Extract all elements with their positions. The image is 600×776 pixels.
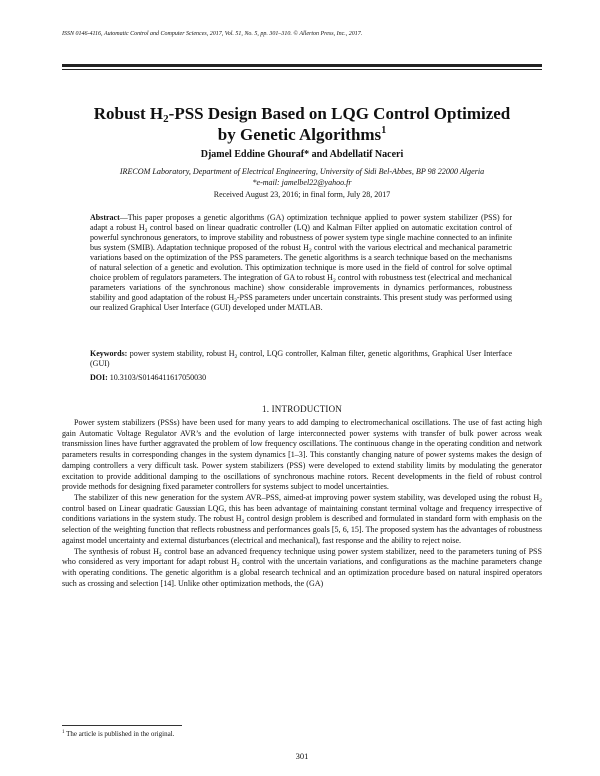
authors: Djamel Eddine Ghouraf* and Abdellatif Naceri — [200, 149, 404, 160]
abstract-label: Abstract — [90, 213, 120, 222]
doi-label: DOI: — [90, 373, 108, 382]
paragraph: The stabilizer of this new generation for the system AVR–PSS, aimed-at improving power system stability, was developed using the robust $H_2$ control based on Linear quadratic Gaussian LQG, this has been advantage of maintaining constant terminal voltage and frequency irrespective of conditions variations in the system study. The robust $H_2$ control design problem is described and formulated in standard form with emphasis on the selection of the weighting function that reflects robustness and performances goals [5, 6, 15]. The proposed system has the advantages of robustness against model uncertainty and external disturbances (electrical and mechanical), fast response and the ability to reject noise. — [62, 493, 542, 545]
received-dates: Received August 23, 2016; in final form, July 28, 2017 — [213, 190, 391, 199]
footnote-rule — [62, 725, 182, 726]
abstract: Abstract—This paper proposes a genetic algorithms (GA) optimization technique applied to power system stabilizer (PSS) for adapt a robust $H_2$ control based on linear quadratic controller (LQ) and Kalman Filter applied on automatic excitation control of powerful synchronous generators, to improve stability and robustness of power system type single machine connected to an infinite bus system (SMIB). Adaptation technique proposed of the robust $H_2$ control with the various electrical and mechanical parametric variations based on the optimization of the PSS parameters. The genetic algorithms is a search technique based on the mechanisms of natural selection of a genetic and evolution. This optimization technique is more used in the field of control for solve optimal choice problem of regulators parameters. The integration of GA to robust $H_2$ control with robustness test (electrical and mechanical parameters variations of the synchronous machine) show considerable improvements in dynamics performances, robustness stability and good adaptation of the robust $H_2$-PSS parameters under uncertain constraints. This present study was performed using our realized Graphical User Interface (GUI) developed under MATLAB. — [90, 213, 512, 312]
paragraph: The synthesis of robust $H_2$ control base an advanced frequency technique using power system stabilizer, need to the parameters tuning of PSS who considered as very important for adapt robust $H_2$ control with the uncertain variations, and configurations as the machine parameters change with operating conditions. The genetic algorithm is a global research technical and an optimization procedure based on natural inspired operators such as crossing and selection [14]. Unlike other optimization methods, the (GA) — [62, 546, 542, 588]
section-title-introduction: 1. INTRODUCTION — [262, 404, 342, 414]
journal-header: ISSN 0146-4116, Automatic Control and Computer Sciences, 2017, Vol. 51, No. 5, pp. 301–310. © Allerton Press, Inc., 2017. — [62, 31, 363, 37]
keywords: Keywords: power system stability, robust $H_2$ control, LQG controller, Kalman filter, genetic algorithms, Graphical User Interface (GUI) — [90, 349, 512, 368]
paper-title: Robust $H_2$-PSS Design Based on LQG Control Optimized by Genetic Algorithms$^1$ — [93, 104, 511, 144]
affiliation: IRECOM Laboratory, Department of Electrical Engineering, University of Sidi Bel-Abbes, BP 98 22000 Algeria — [119, 167, 485, 176]
body-text — [62, 418, 542, 590]
keywords-label: Keywords: — [90, 349, 128, 358]
doi — [90, 373, 512, 382]
page-number: 301 — [295, 751, 309, 761]
doi-value: 10.3103/S0146411617050030 — [107, 373, 207, 382]
paragraph: Power system stabilizers (PSSs) have been used for many years to add damping to electromechanical oscillations. The use of fast acting high gain Automatic Voltage Regulator AVR’s and the evolution of large interconnected power systems with transfer of bulk power across weak transmission lines have further aggravated the problem of low frequency oscillations. The continuous change in the operating condition and network parameters results in corresponding changes in the system dynamics [1–3]. This constantly changing nature of power systems makes the design of damping controllers a very difficult task. Power system stabilizers (PSS) were developed to extend stability limits by modulating the generator excitation to provide additional damping to the oscillations of synchronous machine rotors. Recent developments in the field of robust control provide methods for designing fixed parameter controllers for systems subject to model uncertainties. — [62, 418, 542, 492]
footnote: $^1$ The article is published in the original. — [62, 730, 175, 738]
header-rule-thin — [62, 69, 542, 70]
author-email: *e-mail: jamelbel22@yahoo.fr — [252, 178, 352, 187]
header-rule-thick — [62, 64, 542, 67]
